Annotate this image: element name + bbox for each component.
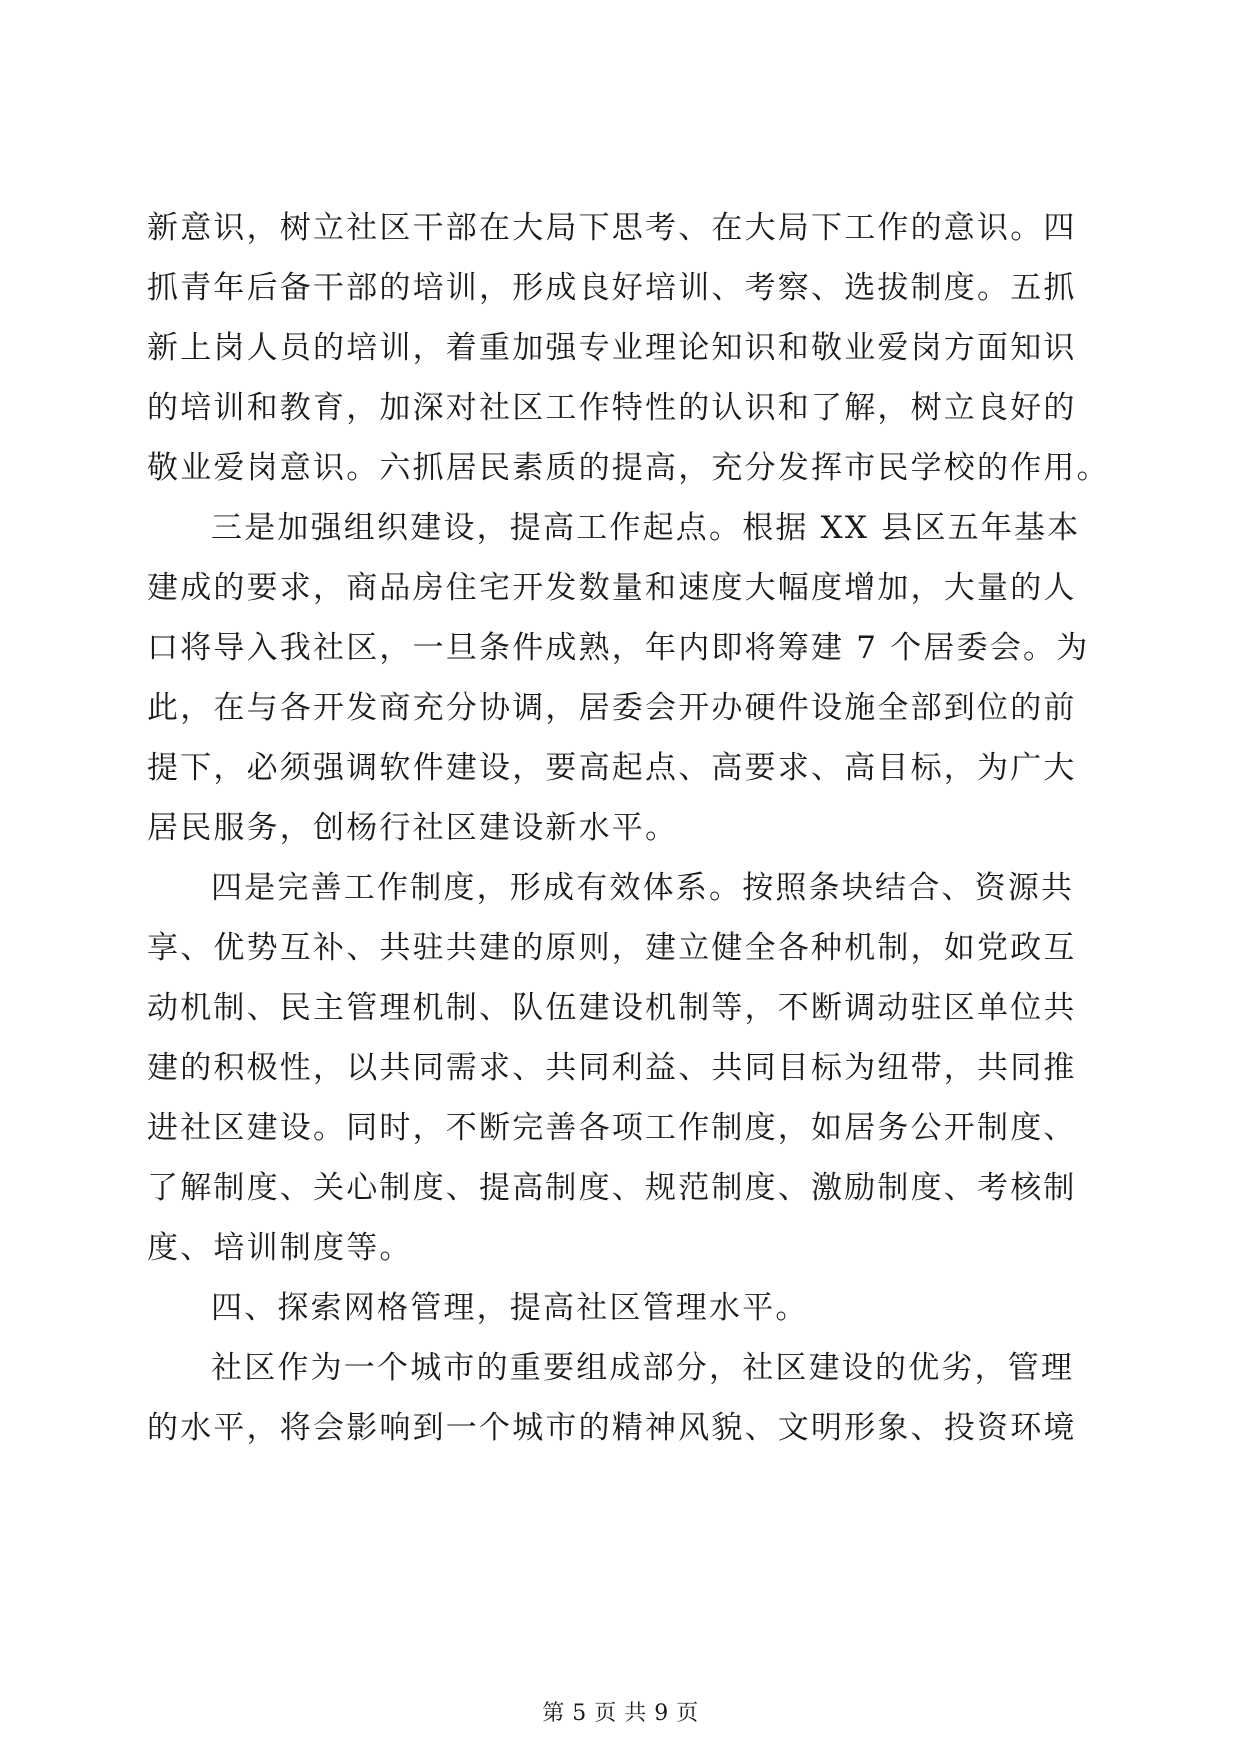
text-line: 建的积极性，以共同需求、共同利益、共同目标为纽带，共同推 — [147, 1050, 1077, 1086]
text-line: 此，在与各开发商充分协调，居委会开办硬件设施全部到位的前 — [147, 690, 1077, 726]
text-line: 居民服务，创杨行社区建设新水平。 — [147, 810, 679, 846]
section-heading: 四、探索网格管理，提高社区管理水平。 — [211, 1290, 809, 1326]
text-line: 提下，必须强调软件建设，要高起点、高要求、高目标，为广大 — [147, 750, 1077, 786]
text-line: 社区作为一个城市的重要组成部分，社区建设的优劣，管理 — [211, 1350, 1075, 1386]
text-line: 敬业爱岗意识。六抓居民素质的提高，充分发挥市民学校的作用。 — [147, 450, 1110, 486]
text-line: 的水平，将会影响到一个城市的精神风貌、文明形象、投资环境 — [147, 1410, 1077, 1446]
text-line: 三是加强组织建设，提高工作起点。根据 XX 县区五年基本 — [211, 510, 1081, 546]
text-line: 进社区建设。同时，不断完善各项工作制度，如居务公开制度、 — [147, 1110, 1077, 1146]
text-line: 享、优势互补、共驻共建的原则，建立健全各种机制，如党政互 — [147, 930, 1077, 966]
text-line: 新意识，树立社区干部在大局下思考、在大局下工作的意识。四 — [147, 210, 1077, 246]
text-line: 建成的要求，商品房住宅开发数量和速度大幅度增加，大量的人 — [147, 570, 1077, 606]
text-line: 了解制度、关心制度、提高制度、规范制度、激励制度、考核制 — [147, 1170, 1077, 1206]
text-line: 度、培训制度等。 — [147, 1230, 413, 1266]
text-line: 口将导入我社区，一旦条件成熟，年内即将筹建 7 个居委会。为 — [147, 630, 1090, 666]
text-line: 动机制、民主管理机制、队伍建设机制等，不断调动驻区单位共 — [147, 990, 1077, 1026]
page-number-footer: 第 5 页 共 9 页 — [542, 1701, 699, 1726]
text-line: 抓青年后备干部的培训，形成良好培训、考察、选拔制度。五抓 — [147, 270, 1077, 306]
text-line: 四是完善工作制度，形成有效体系。按照条块结合、资源共 — [211, 870, 1075, 906]
text-line: 的培训和教育，加深对社区工作特性的认识和了解，树立良好的 — [147, 390, 1077, 426]
text-line: 新上岗人员的培训，着重加强专业理论知识和敬业爱岗方面知识 — [147, 330, 1077, 366]
